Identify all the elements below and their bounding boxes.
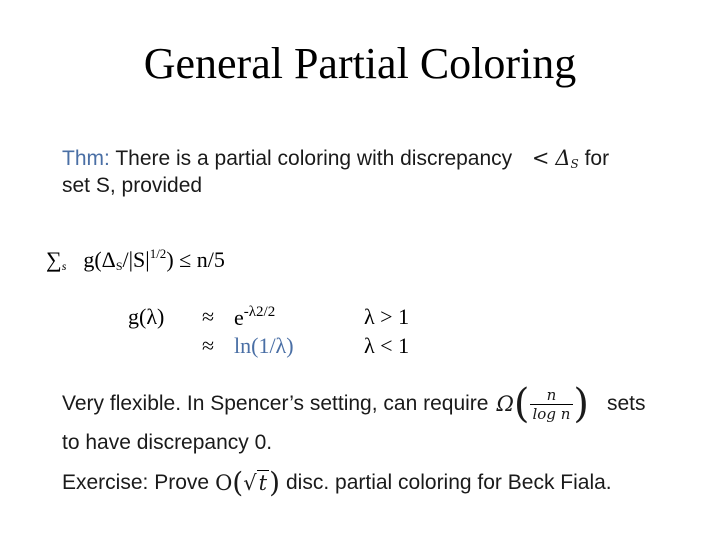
approx-2: ≈ — [202, 333, 215, 358]
delta-symbol: Δ — [555, 146, 571, 170]
case-1-value — [234, 304, 275, 331]
g-lambda: g(λ) — [128, 304, 165, 329]
flexible-text: Very flexible. In Spencer’s setting, can require — [62, 392, 489, 415]
delta-subscript: S — [570, 157, 579, 171]
frac-denominator: log n — [532, 404, 571, 423]
sum-exponent: 1/2 — [149, 246, 167, 261]
case-2-value: ln(1/λ) — [234, 333, 294, 358]
big-o-symbol: O — [215, 470, 233, 495]
case-1-exponent: -λ2/2 — [243, 304, 276, 320]
right-paren: ) — [573, 381, 589, 427]
approx-1: ≈ — [202, 304, 215, 329]
sum-pre: g(Δ — [83, 247, 116, 272]
n-over-log-n — [530, 386, 574, 423]
sets-word: sets — [606, 392, 646, 415]
lt-symbol: < — [531, 146, 550, 170]
thm-text: There is a partial coloring with discrepancy — [115, 147, 513, 170]
omega-symbol: Ω — [496, 392, 514, 416]
thm-for: for — [584, 147, 610, 170]
theorem-line-1 — [62, 146, 609, 171]
theorem-line-2: set S, provided — [62, 174, 203, 197]
case-2-condition: λ < 1 — [364, 333, 410, 358]
exercise-label: Exercise: Prove — [62, 470, 210, 494]
sigma-subscript: s — [61, 259, 67, 273]
thm-label: Thm: — [62, 147, 110, 170]
sum-mid: /|S| — [122, 247, 150, 272]
sigma-symbol: ∑ — [46, 247, 62, 272]
case-1-base: e — [234, 305, 244, 330]
sqrt-symbol: √ — [243, 470, 257, 495]
slide-title: General Partial Coloring — [143, 39, 577, 88]
exercise-right-paren: ) — [269, 466, 280, 499]
exercise-rest: disc. partial coloring for Beck Fiala. — [286, 470, 612, 494]
frac-numerator: n — [530, 386, 574, 405]
left-paren: ( — [513, 381, 530, 427]
t-variable: t — [258, 471, 268, 495]
exercise-line — [62, 466, 612, 499]
sum-subscript: S — [115, 259, 123, 273]
sum-post: ) ≤ n/5 — [166, 247, 225, 272]
case-1-condition: λ > 1 — [364, 304, 410, 329]
sum-condition — [46, 246, 225, 274]
flexible-line-2: to have discrepancy 0. — [62, 431, 273, 454]
flexible-line-1 — [62, 380, 645, 428]
exercise-left-paren: ( — [232, 466, 244, 499]
